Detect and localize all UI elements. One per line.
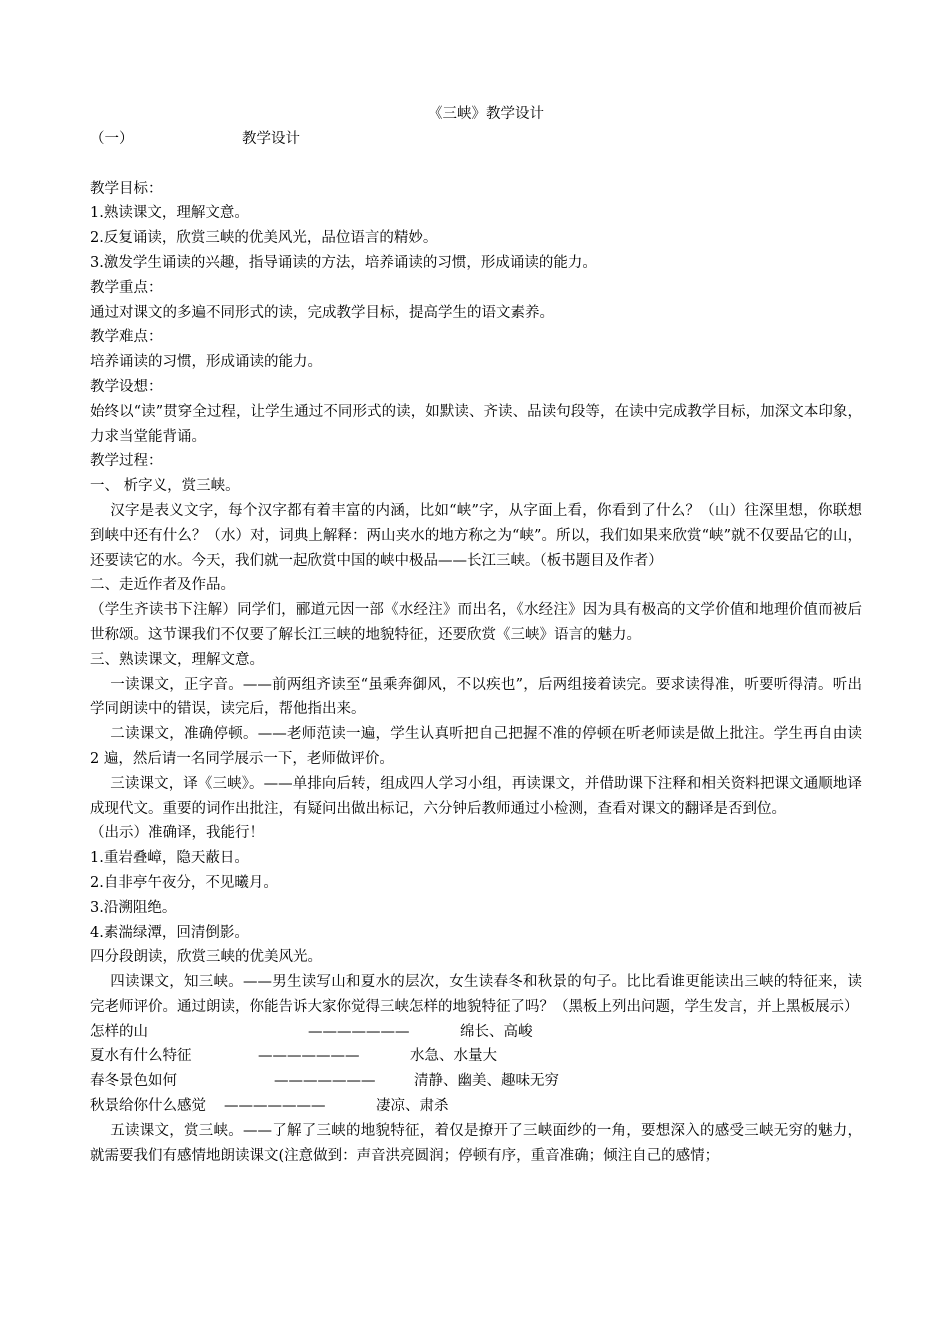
phrase-item: 1.重岩叠嶂，隐天蔽日。 bbox=[90, 850, 249, 867]
board-row bbox=[90, 1044, 862, 1069]
board-answer: 清静、幽美、趣味无穷 bbox=[414, 1073, 559, 1090]
board-row bbox=[90, 1094, 862, 1119]
read1-text: 一读课文，正字音。——前两组齐读至“虽乘奔御风，不以疾也”，后两组接着读完。要求读得准，听要听得清。听出学同朗读中的错误，读完后，帮他指出来。 bbox=[90, 676, 862, 718]
read4-text: 四读课文，知三峡。——男生读写山和夏水的层次，女生读春冬和秋景的句子。比比看谁更能读出三峡的特征来，读完老师评价。通过朗读，你能告诉大家你觉得三峡怎样的地貌特征了吗？（黑板上列出问题，学生发言，并上黑板展示） bbox=[90, 974, 862, 1015]
idea-heading: 教学设想： bbox=[90, 378, 163, 395]
section-read: 四分段朗读，欣赏三峡的优美风光。 bbox=[90, 949, 322, 966]
key-heading: 教学重点： bbox=[90, 279, 163, 296]
goal-item: 1.熟读课文，理解文意。 bbox=[90, 205, 249, 222]
read5-text: 五读课文，赏三峡。——了解了三峡的地貌特征，着仅是撩开了三峡面纱的一角，要想深入的感受三峡无穷的魅力，就需要我们有感情地朗读课文(注意做到：声音洪亮圆润；停顿有序，重音准确；倾注自己的感情； bbox=[90, 1122, 862, 1164]
process-heading: 教学过程： bbox=[90, 453, 163, 470]
step2-heading: 二、走近作者及作品。 bbox=[90, 577, 235, 594]
subtitle-number: （一） bbox=[90, 130, 134, 147]
difficulty-heading: 教学难点： bbox=[90, 329, 163, 346]
goals-heading: 教学目标： bbox=[90, 180, 163, 197]
board-row bbox=[90, 1069, 862, 1094]
read3-text: 三读课文，译《三峡》。——单排向后转，组成四人学习小组，再读课文，并借助课下注释和相关资料把课文通顺地译成现代文。重要的词作出批注，有疑问出做出标记，六分钟后教师通过小检测，查看对课文的翻译是否到位。 bbox=[90, 775, 862, 817]
show-heading: （出示）准确译，我能行！ bbox=[90, 825, 264, 842]
board-question: 夏水有什么特征 bbox=[90, 1048, 192, 1065]
board-question: 怎样的山 bbox=[90, 1023, 148, 1040]
spacer bbox=[90, 152, 862, 177]
board-question: 秋景给你什么感觉 bbox=[90, 1098, 206, 1115]
board-row bbox=[90, 1020, 862, 1045]
board-answer: 水急、水量大 bbox=[410, 1048, 497, 1065]
step1-text: 汉字是表义文字，每个汉字都有着丰富的内涵，比如“峡”字，从字面上看，你看到了什么？（山）往深里想，你联想到峡中还有什么？（水）对，词典上解释：两山夹水的地方称之为“峡”。所以，我们如果来欣赏“峡”就不仅要品它的山，还要读它的水。今天，我们就一起欣赏中国的峡中极品——长江三峡。（板书题目及作者） bbox=[90, 502, 862, 569]
read2-text: 二读课文，准确停顿。——老师范读一遍，学生认真听把自己把握不准的停顿在听老师读是做上批注。学生再自由读 2 遍，然后请一名同学展示一下，老师做评价。 bbox=[90, 726, 862, 767]
section-subtitle bbox=[90, 127, 862, 152]
step3-heading: 三、熟读课文，理解文意。 bbox=[90, 651, 264, 668]
board-dash: ——————— bbox=[308, 1023, 410, 1040]
key-text: 通过对课文的多遍不同形式的读，完成教学目标，提高学生的语文素养。 bbox=[90, 304, 554, 321]
difficulty-text: 培养诵读的习惯，形成诵读的能力。 bbox=[90, 354, 322, 371]
phrase-item: 4.素湍绿潭，回清倒影。 bbox=[90, 924, 249, 941]
goal-item: 3.激发学生诵读的兴趣，指导诵读的方法，培养诵读的习惯，形成诵读的能力。 bbox=[90, 254, 597, 271]
phrase-item: 3.沿溯阻绝。 bbox=[90, 899, 177, 916]
board-dash: ——————— bbox=[274, 1073, 376, 1090]
board-answer: 绵长、高峻 bbox=[460, 1023, 533, 1040]
board-answer: 凄凉、肃杀 bbox=[376, 1098, 449, 1115]
document-body bbox=[90, 102, 862, 1168]
board-question: 春冬景色如何 bbox=[90, 1073, 177, 1090]
board-dash: ——————— bbox=[258, 1048, 360, 1065]
step1-heading: 一、 析字义，赏三峡。 bbox=[90, 478, 240, 495]
step2-text: （学生齐读书下注解）同学们，郦道元因一部《水经注》而出名，《水经注》因为具有极高的文学价值和地理价值而被后世称颂。这节课我们不仅要了解长江三峡的地貌特征，还要欣赏《三峡》语言的魅力。 bbox=[90, 602, 862, 643]
page-title: 《三峡》教学设计 bbox=[428, 106, 544, 122]
goal-item: 2.反复诵读，欣赏三峡的优美风光，品位语言的精妙。 bbox=[90, 230, 438, 247]
phrase-item: 2.自非亭午夜分，不见曦月。 bbox=[90, 874, 278, 891]
idea-text: 始终以“读”贯穿全过程，让学生通过不同形式的读，如默读、齐读、品读句段等，在读中完成教学目标，加深文本印象，力求当堂能背诵。 bbox=[90, 403, 862, 445]
board-dash: ——————— bbox=[224, 1098, 326, 1115]
subtitle-text: 教学设计 bbox=[242, 130, 300, 147]
